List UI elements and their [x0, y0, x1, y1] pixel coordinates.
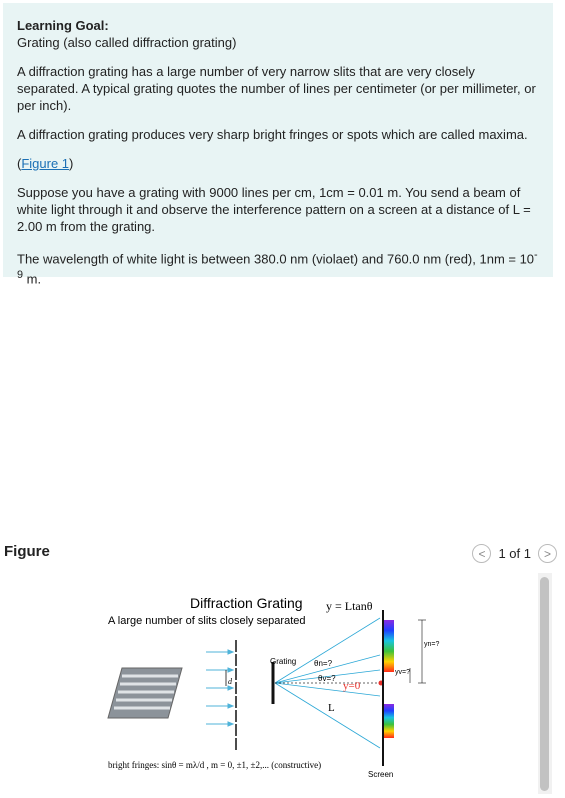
grating-plate-illustration — [108, 668, 182, 718]
figure-heading: Figure — [4, 543, 50, 560]
exponent: -9 — [17, 249, 538, 282]
figure-subtitle: A large number of slits closely separated — [108, 615, 306, 627]
theta-v-label: θv=? — [318, 674, 336, 683]
paragraph-maxima: A diffraction grating produces very sharp bright fringes or spots which are called maxima. — [17, 127, 528, 142]
screen-label: Screen — [368, 770, 394, 779]
figure-1-link[interactable]: Figure 1 — [21, 156, 70, 171]
paragraph-wavelength: The wavelength of white light is between 380.0 nm (violaet) and 760.0 nm (red), $1nm = 10^{-9}$ m. — [17, 249, 538, 287]
equation-y: y = Ltanθ — [326, 599, 373, 613]
learning-goal-panel — [3, 3, 553, 287]
bright-fringes-equation: bright fringes: sinθ = mλ/d , m = 0, ±1, ±2,... (constructive) — [108, 760, 322, 770]
yv-label: yv=? — [395, 669, 410, 676]
spectrum-lower — [384, 704, 394, 738]
y-zero-label: y=0 — [343, 680, 361, 692]
next-figure-button[interactable] — [538, 544, 557, 563]
prev-figure-button[interactable] — [472, 544, 491, 563]
chevron-right-icon: > — [543, 546, 551, 561]
figure-title: Diffraction Grating — [190, 595, 303, 611]
learning-goal-heading: Learning Goal: — [17, 18, 109, 33]
theta-n-label: θn=? — [314, 659, 333, 668]
figure-pager — [472, 544, 557, 563]
grating-label: Grating — [270, 657, 297, 666]
yn-label: yn=? — [424, 641, 440, 648]
pager-text: 1 of 1 — [498, 546, 531, 561]
diffraction-grating-figure — [100, 590, 460, 785]
paragraph-grating-description: A diffraction grating has a large number of very narrow slits that are very closely separated. A typical grating quotes the number of lines per centimeter (or per millimeter, or per inch). — [17, 64, 536, 113]
d-label: d — [228, 677, 232, 686]
paragraph-problem: Suppose you have a grating with 9000 lines per cm, 1cm = 0.01 m. You send a beam of white light through it and observe the interference pattern on a screen at a distance of L = 2.00 m from the grating. — [17, 185, 531, 234]
L-label: L — [328, 702, 335, 714]
spectrum-upper — [384, 620, 394, 672]
scroll-thumb[interactable] — [540, 577, 549, 791]
figure-link-line: (Figure 1) — [17, 156, 74, 171]
chevron-left-icon: < — [478, 546, 486, 561]
learning-goal-subheading: Grating (also called diffraction grating) — [17, 35, 237, 50]
incoming-light-arrows — [206, 650, 233, 726]
figure-scrollbar[interactable] — [538, 573, 552, 794]
